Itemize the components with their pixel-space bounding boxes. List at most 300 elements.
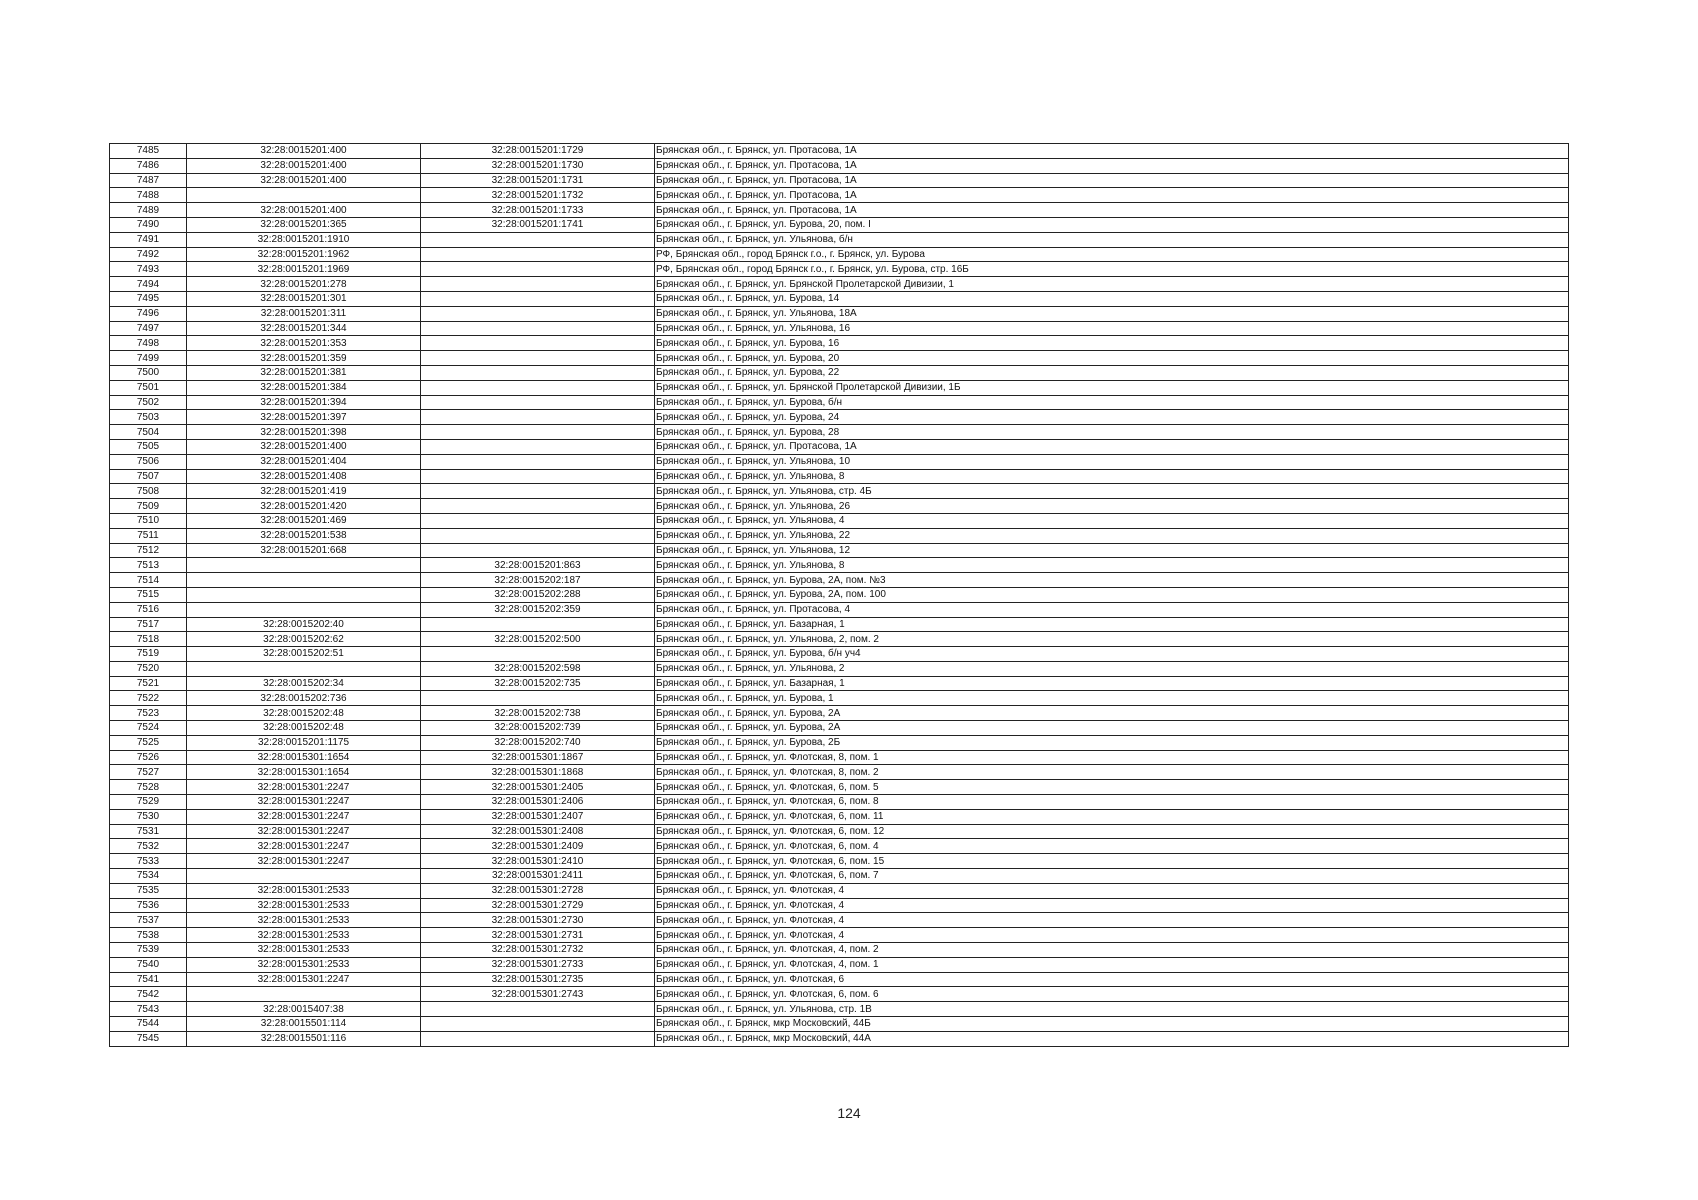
table-row xyxy=(110,217,1569,232)
address-cell: Брянская обл., г. Брянск, ул. Протасова, 1А xyxy=(655,158,1569,173)
table-row xyxy=(110,824,1569,839)
address-cell: Брянская обл., г. Брянск, ул. Флотская, 6, пом. 15 xyxy=(655,854,1569,869)
table-row xyxy=(110,1017,1569,1032)
object-cadastral-number-cell: 32:28:0015202:735 xyxy=(421,676,655,691)
object-cadastral-number-cell: 32:28:0015202:359 xyxy=(421,602,655,617)
table-row xyxy=(110,854,1569,869)
parcel-cadastral-number-cell: 32:28:0015201:404 xyxy=(187,454,421,469)
address-cell: Брянская обл., г. Брянск, ул. Ульянова, 16 xyxy=(655,321,1569,336)
object-cadastral-number-cell xyxy=(421,528,655,543)
row-number-cell: 7544 xyxy=(110,1017,187,1032)
parcel-cadastral-number-cell: 32:28:0015301:2247 xyxy=(187,795,421,810)
row-number-cell: 7541 xyxy=(110,972,187,987)
parcel-cadastral-number-cell: 32:28:0015202:736 xyxy=(187,691,421,706)
parcel-cadastral-number-cell: 32:28:0015501:114 xyxy=(187,1017,421,1032)
parcel-cadastral-number-cell: 32:28:0015202:62 xyxy=(187,632,421,647)
address-cell: Брянская обл., г. Брянск, ул. Бурова, 2А, пом. №3 xyxy=(655,573,1569,588)
row-number-cell: 7513 xyxy=(110,558,187,573)
table-row xyxy=(110,351,1569,366)
parcel-cadastral-number-cell xyxy=(187,661,421,676)
object-cadastral-number-cell xyxy=(421,543,655,558)
address-cell: Брянская обл., г. Брянск, ул. Ульянова, б/н xyxy=(655,232,1569,247)
address-cell: Брянская обл., г. Брянск, ул. Бурова, 22 xyxy=(655,365,1569,380)
row-number-cell: 7534 xyxy=(110,869,187,884)
object-cadastral-number-cell: 32:28:0015301:2735 xyxy=(421,972,655,987)
table-row xyxy=(110,203,1569,218)
object-cadastral-number-cell: 32:28:0015201:863 xyxy=(421,558,655,573)
object-cadastral-number-cell: 32:28:0015301:2407 xyxy=(421,809,655,824)
parcel-cadastral-number-cell: 32:28:0015301:1654 xyxy=(187,765,421,780)
row-number-cell: 7515 xyxy=(110,587,187,602)
parcel-cadastral-number-cell xyxy=(187,869,421,884)
address-cell: Брянская обл., г. Брянск, ул. Ульянова, 2, пом. 2 xyxy=(655,632,1569,647)
parcel-cadastral-number-cell: 32:28:0015201:400 xyxy=(187,144,421,159)
table-row xyxy=(110,721,1569,736)
address-cell: Брянская обл., г. Брянск, ул. Бурова, 2А xyxy=(655,706,1569,721)
table-row xyxy=(110,469,1569,484)
address-cell: Брянская обл., г. Брянск, ул. Бурова, 28 xyxy=(655,425,1569,440)
table-row xyxy=(110,173,1569,188)
object-cadastral-number-cell: 32:28:0015201:1731 xyxy=(421,173,655,188)
row-number-cell: 7511 xyxy=(110,528,187,543)
object-cadastral-number-cell xyxy=(421,291,655,306)
table-row xyxy=(110,158,1569,173)
row-number-cell: 7528 xyxy=(110,780,187,795)
table-row xyxy=(110,291,1569,306)
table-row xyxy=(110,543,1569,558)
address-cell: Брянская обл., г. Брянск, ул. Ульянова, 4 xyxy=(655,513,1569,528)
parcel-cadastral-number-cell: 32:28:0015201:400 xyxy=(187,173,421,188)
object-cadastral-number-cell: 32:28:0015201:1730 xyxy=(421,158,655,173)
address-cell: Брянская обл., г. Брянск, ул. Флотская, 6, пом. 8 xyxy=(655,795,1569,810)
object-cadastral-number-cell: 32:28:0015301:2733 xyxy=(421,957,655,972)
row-number-cell: 7539 xyxy=(110,943,187,958)
table-row xyxy=(110,765,1569,780)
row-number-cell: 7537 xyxy=(110,913,187,928)
address-cell: Брянская обл., г. Брянск, ул. Флотская, 6, пом. 6 xyxy=(655,987,1569,1002)
address-cell: Брянская обл., г. Брянск, ул. Флотская, 4 xyxy=(655,913,1569,928)
row-number-cell: 7543 xyxy=(110,1002,187,1017)
register-table-body xyxy=(110,144,1569,1047)
parcel-cadastral-number-cell: 32:28:0015301:2533 xyxy=(187,898,421,913)
row-number-cell: 7529 xyxy=(110,795,187,810)
object-cadastral-number-cell: 32:28:0015202:738 xyxy=(421,706,655,721)
table-row xyxy=(110,232,1569,247)
address-cell: Брянская обл., г. Брянск, ул. Бурова, 20 xyxy=(655,351,1569,366)
object-cadastral-number-cell xyxy=(421,454,655,469)
object-cadastral-number-cell: 32:28:0015301:2410 xyxy=(421,854,655,869)
object-cadastral-number-cell: 32:28:0015301:2411 xyxy=(421,869,655,884)
row-number-cell: 7526 xyxy=(110,750,187,765)
row-number-cell: 7542 xyxy=(110,987,187,1002)
parcel-cadastral-number-cell: 32:28:0015201:420 xyxy=(187,499,421,514)
address-cell: Брянская обл., г. Брянск, ул. Флотская, 4, пом. 2 xyxy=(655,943,1569,958)
parcel-cadastral-number-cell xyxy=(187,188,421,203)
parcel-cadastral-number-cell xyxy=(187,587,421,602)
table-row xyxy=(110,1031,1569,1046)
parcel-cadastral-number-cell: 32:28:0015201:408 xyxy=(187,469,421,484)
table-row xyxy=(110,144,1569,159)
address-cell: Брянская обл., г. Брянск, ул. Флотская, 4 xyxy=(655,883,1569,898)
parcel-cadastral-number-cell: 32:28:0015201:344 xyxy=(187,321,421,336)
object-cadastral-number-cell: 32:28:0015201:1729 xyxy=(421,144,655,159)
object-cadastral-number-cell: 32:28:0015301:1868 xyxy=(421,765,655,780)
table-row xyxy=(110,528,1569,543)
table-row xyxy=(110,839,1569,854)
table-row xyxy=(110,750,1569,765)
parcel-cadastral-number-cell: 32:28:0015301:2533 xyxy=(187,943,421,958)
address-cell: Брянская обл., г. Брянск, ул. Протасова, 1А xyxy=(655,173,1569,188)
address-cell: Брянская обл., г. Брянск, ул. Бурова, 16 xyxy=(655,336,1569,351)
table-row xyxy=(110,735,1569,750)
table-row xyxy=(110,647,1569,662)
object-cadastral-number-cell: 32:28:0015202:500 xyxy=(421,632,655,647)
table-row xyxy=(110,602,1569,617)
parcel-cadastral-number-cell: 32:28:0015202:34 xyxy=(187,676,421,691)
row-number-cell: 7501 xyxy=(110,380,187,395)
row-number-cell: 7492 xyxy=(110,247,187,262)
object-cadastral-number-cell: 32:28:0015202:739 xyxy=(421,721,655,736)
object-cadastral-number-cell: 32:28:0015301:2728 xyxy=(421,883,655,898)
table-row xyxy=(110,365,1569,380)
page-number: 124 xyxy=(837,1105,861,1121)
object-cadastral-number-cell: 32:28:0015202:187 xyxy=(421,573,655,588)
table-row xyxy=(110,913,1569,928)
parcel-cadastral-number-cell: 32:28:0015202:51 xyxy=(187,647,421,662)
row-number-cell: 7495 xyxy=(110,291,187,306)
object-cadastral-number-cell: 32:28:0015301:2743 xyxy=(421,987,655,1002)
object-cadastral-number-cell xyxy=(421,232,655,247)
table-row xyxy=(110,676,1569,691)
address-cell: Брянская обл., г. Брянск, ул. Протасова, 1А xyxy=(655,203,1569,218)
table-row xyxy=(110,425,1569,440)
row-number-cell: 7488 xyxy=(110,188,187,203)
parcel-cadastral-number-cell: 32:28:0015201:381 xyxy=(187,365,421,380)
parcel-cadastral-number-cell: 32:28:0015201:1910 xyxy=(187,232,421,247)
object-cadastral-number-cell xyxy=(421,336,655,351)
address-cell: РФ, Брянская обл., город Брянск г.о., г. Брянск, ул. Бурова, стр. 16Б xyxy=(655,262,1569,277)
table-row xyxy=(110,617,1569,632)
parcel-cadastral-number-cell: 32:28:0015407:38 xyxy=(187,1002,421,1017)
parcel-cadastral-number-cell: 32:28:0015201:301 xyxy=(187,291,421,306)
row-number-cell: 7532 xyxy=(110,839,187,854)
address-cell: Брянская обл., г. Брянск, ул. Флотская, 6, пом. 7 xyxy=(655,869,1569,884)
object-cadastral-number-cell xyxy=(421,306,655,321)
parcel-cadastral-number-cell: 32:28:0015501:116 xyxy=(187,1031,421,1046)
row-number-cell: 7514 xyxy=(110,573,187,588)
address-cell: Брянская обл., г. Брянск, ул. Бурова, 20, пом. I xyxy=(655,217,1569,232)
table-row xyxy=(110,410,1569,425)
parcel-cadastral-number-cell: 32:28:0015201:397 xyxy=(187,410,421,425)
row-number-cell: 7538 xyxy=(110,928,187,943)
object-cadastral-number-cell xyxy=(421,1002,655,1017)
object-cadastral-number-cell xyxy=(421,647,655,662)
object-cadastral-number-cell: 32:28:0015202:598 xyxy=(421,661,655,676)
parcel-cadastral-number-cell: 32:28:0015201:1962 xyxy=(187,247,421,262)
table-row xyxy=(110,262,1569,277)
row-number-cell: 7506 xyxy=(110,454,187,469)
object-cadastral-number-cell: 32:28:0015201:1732 xyxy=(421,188,655,203)
object-cadastral-number-cell: 32:28:0015301:2405 xyxy=(421,780,655,795)
row-number-cell: 7502 xyxy=(110,395,187,410)
address-cell: Брянская обл., г. Брянск, ул. Бурова, 2А xyxy=(655,721,1569,736)
address-cell: Брянская обл., г. Брянск, ул. Ульянова, 22 xyxy=(655,528,1569,543)
object-cadastral-number-cell xyxy=(421,410,655,425)
object-cadastral-number-cell: 32:28:0015301:2731 xyxy=(421,928,655,943)
table-row xyxy=(110,454,1569,469)
parcel-cadastral-number-cell: 32:28:0015201:365 xyxy=(187,217,421,232)
address-cell: Брянская обл., г. Брянск, ул. Ульянова, стр. 1В xyxy=(655,1002,1569,1017)
table-row xyxy=(110,706,1569,721)
address-cell: Брянская обл., г. Брянск, ул. Бурова, 24 xyxy=(655,410,1569,425)
row-number-cell: 7508 xyxy=(110,484,187,499)
parcel-cadastral-number-cell: 32:28:0015201:311 xyxy=(187,306,421,321)
table-row xyxy=(110,809,1569,824)
row-number-cell: 7494 xyxy=(110,277,187,292)
parcel-cadastral-number-cell: 32:28:0015301:2247 xyxy=(187,824,421,839)
object-cadastral-number-cell xyxy=(421,617,655,632)
address-cell: Брянская обл., г. Брянск, ул. Флотская, 6, пом. 4 xyxy=(655,839,1569,854)
address-cell: Брянская обл., г. Брянск, ул. Базарная, 1 xyxy=(655,617,1569,632)
table-row xyxy=(110,247,1569,262)
register-table xyxy=(109,143,1569,1047)
row-number-cell: 7487 xyxy=(110,173,187,188)
parcel-cadastral-number-cell: 32:28:0015201:400 xyxy=(187,439,421,454)
address-cell: Брянская обл., г. Брянск, ул. Флотская, 6, пом. 12 xyxy=(655,824,1569,839)
parcel-cadastral-number-cell: 32:28:0015301:2247 xyxy=(187,854,421,869)
object-cadastral-number-cell: 32:28:0015201:1741 xyxy=(421,217,655,232)
address-cell: Брянская обл., г. Брянск, ул. Ульянова, 8 xyxy=(655,469,1569,484)
table-row xyxy=(110,1002,1569,1017)
row-number-cell: 7540 xyxy=(110,957,187,972)
parcel-cadastral-number-cell: 32:28:0015301:2247 xyxy=(187,780,421,795)
table-row xyxy=(110,336,1569,351)
object-cadastral-number-cell xyxy=(421,499,655,514)
parcel-cadastral-number-cell: 32:28:0015202:48 xyxy=(187,706,421,721)
parcel-cadastral-number-cell: 32:28:0015301:2247 xyxy=(187,809,421,824)
row-number-cell: 7509 xyxy=(110,499,187,514)
row-number-cell: 7493 xyxy=(110,262,187,277)
parcel-cadastral-number-cell: 32:28:0015202:48 xyxy=(187,721,421,736)
object-cadastral-number-cell: 32:28:0015202:740 xyxy=(421,735,655,750)
object-cadastral-number-cell: 32:28:0015301:1867 xyxy=(421,750,655,765)
row-number-cell: 7510 xyxy=(110,513,187,528)
table-row xyxy=(110,883,1569,898)
row-number-cell: 7533 xyxy=(110,854,187,869)
parcel-cadastral-number-cell xyxy=(187,602,421,617)
parcel-cadastral-number-cell xyxy=(187,558,421,573)
address-cell: Брянская обл., г. Брянск, ул. Бурова, 1 xyxy=(655,691,1569,706)
table-row xyxy=(110,587,1569,602)
table-row xyxy=(110,499,1569,514)
address-cell: Брянская обл., г. Брянск, ул. Базарная, 1 xyxy=(655,676,1569,691)
parcel-cadastral-number-cell: 32:28:0015201:668 xyxy=(187,543,421,558)
row-number-cell: 7512 xyxy=(110,543,187,558)
object-cadastral-number-cell: 32:28:0015201:1733 xyxy=(421,203,655,218)
address-cell: Брянская обл., г. Брянск, ул. Протасова, 1А xyxy=(655,188,1569,203)
object-cadastral-number-cell xyxy=(421,469,655,484)
object-cadastral-number-cell xyxy=(421,262,655,277)
object-cadastral-number-cell: 32:28:0015301:2409 xyxy=(421,839,655,854)
row-number-cell: 7485 xyxy=(110,144,187,159)
row-number-cell: 7519 xyxy=(110,647,187,662)
object-cadastral-number-cell xyxy=(421,513,655,528)
parcel-cadastral-number-cell: 32:28:0015201:394 xyxy=(187,395,421,410)
address-cell: Брянская обл., г. Брянск, ул. Флотская, 4 xyxy=(655,928,1569,943)
row-number-cell: 7496 xyxy=(110,306,187,321)
table-row xyxy=(110,928,1569,943)
object-cadastral-number-cell: 32:28:0015301:2729 xyxy=(421,898,655,913)
address-cell: Брянская обл., г. Брянск, ул. Ульянова, 26 xyxy=(655,499,1569,514)
table-row xyxy=(110,661,1569,676)
address-cell: Брянская обл., г. Брянск, ул. Бурова, 2Б xyxy=(655,735,1569,750)
address-cell: РФ, Брянская обл., город Брянск г.о., г. Брянск, ул. Бурова xyxy=(655,247,1569,262)
parcel-cadastral-number-cell: 32:28:0015201:353 xyxy=(187,336,421,351)
row-number-cell: 7503 xyxy=(110,410,187,425)
table-row xyxy=(110,277,1569,292)
table-row xyxy=(110,395,1569,410)
row-number-cell: 7520 xyxy=(110,661,187,676)
row-number-cell: 7527 xyxy=(110,765,187,780)
address-cell: Брянская обл., г. Брянск, ул. Ульянова, 8 xyxy=(655,558,1569,573)
address-cell: Брянская обл., г. Брянск, ул. Флотская, 4, пом. 1 xyxy=(655,957,1569,972)
row-number-cell: 7491 xyxy=(110,232,187,247)
parcel-cadastral-number-cell: 32:28:0015201:384 xyxy=(187,380,421,395)
object-cadastral-number-cell xyxy=(421,425,655,440)
parcel-cadastral-number-cell: 32:28:0015301:2247 xyxy=(187,972,421,987)
object-cadastral-number-cell xyxy=(421,1031,655,1046)
parcel-cadastral-number-cell: 32:28:0015201:419 xyxy=(187,484,421,499)
parcel-cadastral-number-cell xyxy=(187,987,421,1002)
table-row xyxy=(110,306,1569,321)
row-number-cell: 7498 xyxy=(110,336,187,351)
object-cadastral-number-cell: 32:28:0015301:2406 xyxy=(421,795,655,810)
row-number-cell: 7489 xyxy=(110,203,187,218)
table-row xyxy=(110,484,1569,499)
object-cadastral-number-cell xyxy=(421,395,655,410)
row-number-cell: 7518 xyxy=(110,632,187,647)
object-cadastral-number-cell xyxy=(421,1017,655,1032)
row-number-cell: 7521 xyxy=(110,676,187,691)
row-number-cell: 7517 xyxy=(110,617,187,632)
table-row xyxy=(110,439,1569,454)
row-number-cell: 7505 xyxy=(110,439,187,454)
parcel-cadastral-number-cell: 32:28:0015301:2533 xyxy=(187,883,421,898)
table-row xyxy=(110,321,1569,336)
address-cell: Брянская обл., г. Брянск, ул. Бурова, 14 xyxy=(655,291,1569,306)
parcel-cadastral-number-cell: 32:28:0015201:359 xyxy=(187,351,421,366)
row-number-cell: 7516 xyxy=(110,602,187,617)
parcel-cadastral-number-cell: 32:28:0015201:1175 xyxy=(187,735,421,750)
row-number-cell: 7531 xyxy=(110,824,187,839)
table-row xyxy=(110,188,1569,203)
address-cell: Брянская обл., г. Брянск, ул. Протасова, 4 xyxy=(655,602,1569,617)
parcel-cadastral-number-cell: 32:28:0015202:40 xyxy=(187,617,421,632)
row-number-cell: 7522 xyxy=(110,691,187,706)
address-cell: Брянская обл., г. Брянск, ул. Протасова, 1А xyxy=(655,439,1569,454)
row-number-cell: 7523 xyxy=(110,706,187,721)
table-row xyxy=(110,380,1569,395)
table-row xyxy=(110,558,1569,573)
row-number-cell: 7524 xyxy=(110,721,187,736)
parcel-cadastral-number-cell: 32:28:0015201:538 xyxy=(187,528,421,543)
row-number-cell: 7545 xyxy=(110,1031,187,1046)
row-number-cell: 7530 xyxy=(110,809,187,824)
row-number-cell: 7490 xyxy=(110,217,187,232)
address-cell: Брянская обл., г. Брянск, ул. Флотская, 8, пом. 2 xyxy=(655,765,1569,780)
parcel-cadastral-number-cell: 32:28:0015301:2533 xyxy=(187,957,421,972)
parcel-cadastral-number-cell: 32:28:0015201:469 xyxy=(187,513,421,528)
row-number-cell: 7497 xyxy=(110,321,187,336)
object-cadastral-number-cell: 32:28:0015301:2408 xyxy=(421,824,655,839)
parcel-cadastral-number-cell: 32:28:0015201:278 xyxy=(187,277,421,292)
object-cadastral-number-cell xyxy=(421,439,655,454)
address-cell: Брянская обл., г. Брянск, мкр Московский, 44А xyxy=(655,1031,1569,1046)
parcel-cadastral-number-cell: 32:28:0015201:1969 xyxy=(187,262,421,277)
address-cell: Брянская обл., г. Брянск, ул. Брянской Пролетарской Дивизии, 1Б xyxy=(655,380,1569,395)
parcel-cadastral-number-cell: 32:28:0015301:1654 xyxy=(187,750,421,765)
row-number-cell: 7507 xyxy=(110,469,187,484)
address-cell: Брянская обл., г. Брянск, ул. Ульянова, 12 xyxy=(655,543,1569,558)
row-number-cell: 7499 xyxy=(110,351,187,366)
row-number-cell: 7536 xyxy=(110,898,187,913)
table-row xyxy=(110,987,1569,1002)
table-row xyxy=(110,972,1569,987)
table-row xyxy=(110,795,1569,810)
address-cell: Брянская обл., г. Брянск, мкр Московский, 44Б xyxy=(655,1017,1569,1032)
object-cadastral-number-cell xyxy=(421,691,655,706)
address-cell: Брянская обл., г. Брянск, ул. Ульянова, 10 xyxy=(655,454,1569,469)
parcel-cadastral-number-cell: 32:28:0015301:2533 xyxy=(187,913,421,928)
object-cadastral-number-cell: 32:28:0015301:2730 xyxy=(421,913,655,928)
parcel-cadastral-number-cell: 32:28:0015301:2533 xyxy=(187,928,421,943)
address-cell: Брянская обл., г. Брянск, ул. Флотская, 8, пом. 1 xyxy=(655,750,1569,765)
object-cadastral-number-cell xyxy=(421,484,655,499)
row-number-cell: 7504 xyxy=(110,425,187,440)
parcel-cadastral-number-cell: 32:28:0015201:400 xyxy=(187,203,421,218)
address-cell: Брянская обл., г. Брянск, ул. Брянской Пролетарской Дивизии, 1 xyxy=(655,277,1569,292)
address-cell: Брянская обл., г. Брянск, ул. Ульянова, 2 xyxy=(655,661,1569,676)
address-cell: Брянская обл., г. Брянск, ул. Флотская, 6, пом. 11 xyxy=(655,809,1569,824)
table-row xyxy=(110,513,1569,528)
object-cadastral-number-cell: 32:28:0015301:2732 xyxy=(421,943,655,958)
address-cell: Брянская обл., г. Брянск, ул. Флотская, 6 xyxy=(655,972,1569,987)
row-number-cell: 7525 xyxy=(110,735,187,750)
row-number-cell: 7535 xyxy=(110,883,187,898)
table-row xyxy=(110,573,1569,588)
address-cell: Брянская обл., г. Брянск, ул. Бурова, 2А, пом. 100 xyxy=(655,587,1569,602)
address-cell: Брянская обл., г. Брянск, ул. Ульянова, стр. 4Б xyxy=(655,484,1569,499)
address-cell: Брянская обл., г. Брянск, ул. Флотская, 6, пом. 5 xyxy=(655,780,1569,795)
address-cell: Брянская обл., г. Брянск, ул. Бурова, б/н уч4 xyxy=(655,647,1569,662)
table-row xyxy=(110,691,1569,706)
address-cell: Брянская обл., г. Брянск, ул. Ульянова, 18А xyxy=(655,306,1569,321)
object-cadastral-number-cell xyxy=(421,277,655,292)
table-row xyxy=(110,943,1569,958)
parcel-cadastral-number-cell: 32:28:0015201:400 xyxy=(187,158,421,173)
table-row xyxy=(110,898,1569,913)
row-number-cell: 7500 xyxy=(110,365,187,380)
address-cell: Брянская обл., г. Брянск, ул. Флотская, 4 xyxy=(655,898,1569,913)
table-row xyxy=(110,957,1569,972)
object-cadastral-number-cell xyxy=(421,351,655,366)
parcel-cadastral-number-cell xyxy=(187,573,421,588)
object-cadastral-number-cell xyxy=(421,380,655,395)
row-number-cell: 7486 xyxy=(110,158,187,173)
table-row xyxy=(110,780,1569,795)
table-row xyxy=(110,869,1569,884)
table-row xyxy=(110,632,1569,647)
